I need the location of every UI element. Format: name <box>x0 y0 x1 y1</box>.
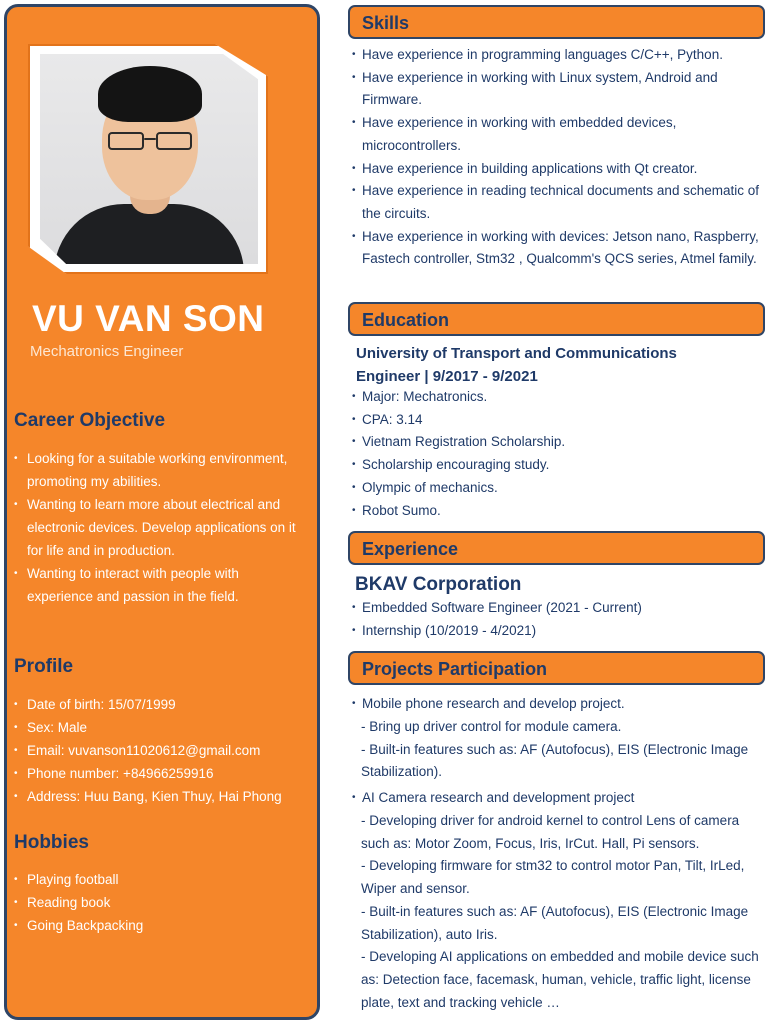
skills-heading: Skills <box>348 5 765 39</box>
skills-list <box>352 44 768 271</box>
education-item: • Olympic of mechanics. <box>352 477 768 500</box>
skill-item: • Have experience in building applications with Qt creator. <box>352 158 768 181</box>
experience-item: • Embedded Software Engineer (2021 - Current) <box>352 597 768 620</box>
education-item: • CPA: 3.14 <box>352 409 768 432</box>
job-title: Mechatronics Engineer <box>30 343 184 360</box>
education-item: • Major: Mechatronics. <box>352 386 768 409</box>
project-2-subitems <box>361 810 768 1014</box>
project-subitem: - Developing firmware for stm32 to control motor Pan, Tilt, IrLed, Wiper and sensor. <box>361 858 745 897</box>
education-list <box>352 386 768 522</box>
skill-item: • Have experience in working with devices: Jetson nano, Raspberry, Fastech controller, Stm32 , Qualcomm's QCS series, Atmel family. <box>352 226 768 271</box>
education-item: • Vietnam Registration Scholarship. <box>352 431 768 454</box>
hobbies-heading: Hobbies <box>14 832 89 853</box>
skill-item: • Have experience in programming languages C/C++, Python. <box>352 44 768 67</box>
degree-line: Engineer | 9/2017 - 9/2021 <box>356 368 538 385</box>
project-title: • AI Camera research and development project <box>352 787 768 810</box>
project-subitem: - Developing driver for android kernel to control Lens of camera such as: Motor Zoom, Focus, Iris, IrCut. Hall, Pi sensors. <box>361 813 740 851</box>
project-subitem: - Built-in features such as: AF (Autofocus), EIS (Electronic Image Stabilization), auto Iris. <box>361 903 749 942</box>
profile-item-email: • Email: vuvanson11020612@gmail.com <box>14 739 296 762</box>
career-objective-list <box>14 447 296 608</box>
skill-item: • Have experience in working with embedded devices, microcontrollers. <box>352 112 768 157</box>
education-heading: Education <box>348 302 765 336</box>
experience-list <box>352 597 768 642</box>
hobby-item: • Playing football <box>14 868 296 891</box>
experience-item: • Internship (10/2019 - 4/2021) <box>352 620 768 643</box>
project-subitem: - Developing AI applications on embedded and mobile device such as: Detection face, facemask, human, vehicle, traffic light, license plate, text and tracking vehicle … <box>361 949 759 1010</box>
hobby-item: • Reading book <box>14 891 296 914</box>
profile-heading: Profile <box>14 656 74 677</box>
profile-item-sex: • Sex: Male <box>14 716 296 739</box>
career-objective-item: • Looking for a suitable working environment, promoting my abilities. <box>14 447 296 493</box>
profile-item-phone: • Phone number: +84966259916 <box>14 762 296 785</box>
institution-name: University of Transport and Communications <box>356 345 677 362</box>
career-objective-item: • Wanting to learn more about electrical and electronic devices. Develop applications on it for life and in production. <box>14 493 296 562</box>
education-item: • Scholarship encouraging study. <box>352 454 768 477</box>
hobbies-list <box>14 868 296 937</box>
projects-list-1 <box>352 693 768 716</box>
projects-list-2 <box>352 787 768 810</box>
company-name: BKAV Corporation <box>355 574 522 595</box>
project-subitem: - Built-in features such as: AF (Autofocus), EIS (Electronic Image Stabilization). <box>361 741 749 780</box>
project-subitem: - Bring up driver control for module camera. <box>361 719 622 734</box>
hobby-item: • Going Backpacking <box>14 914 296 937</box>
career-objective-item: • Wanting to interact with people with experience and passion in the field. <box>14 562 296 608</box>
experience-heading: Experience <box>348 531 765 565</box>
career-objective-heading: Career Objective <box>14 410 166 431</box>
profile-item-address: • Address: Huu Bang, Kien Thuy, Hai Phong <box>14 785 296 808</box>
projects-heading: Projects Participation <box>348 651 765 685</box>
project-title: • Mobile phone research and develop project. <box>352 693 768 716</box>
person-name: VU VAN SON <box>32 298 265 339</box>
skill-item: • Have experience in working with Linux system, Android and Firmware. <box>352 67 768 112</box>
profile-photo <box>40 54 258 264</box>
skill-item: • Have experience in reading technical documents and schematic of the circuits. <box>352 180 768 225</box>
profile-item-dob: • Date of birth: 15/07/1999 <box>14 693 296 716</box>
profile-list <box>14 693 296 808</box>
education-item: • Robot Sumo. <box>352 500 768 523</box>
project-1-subitems <box>361 716 768 784</box>
